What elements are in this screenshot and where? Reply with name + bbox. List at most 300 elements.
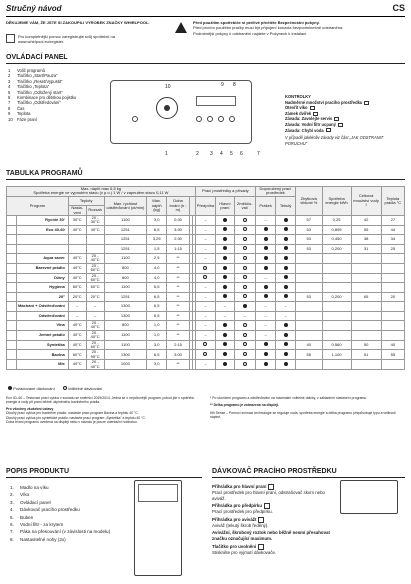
page-title: Stručný návod [6, 4, 62, 13]
cell-pw: – [255, 273, 276, 283]
required-dot-icon [223, 352, 227, 356]
cell-en [322, 302, 351, 311]
cell-p [195, 263, 215, 273]
col-nast: Nasta-vení [68, 206, 86, 216]
cell-p: – [195, 311, 215, 320]
cell-s: 800 [104, 263, 147, 273]
col-rec: Doporučený prací prostředek [255, 187, 295, 197]
water-tap-icon [326, 128, 331, 132]
cell-wa [351, 311, 381, 320]
indicator-item: Závada: Zavolejte servis [285, 116, 405, 122]
detergent-icon [364, 101, 369, 105]
cell-l: 1,5 [147, 244, 167, 253]
panel-item: 10 Fáze praní [8, 116, 38, 122]
cell-hm [295, 254, 322, 264]
cell-wa: 55 [351, 225, 381, 234]
cell-lq [276, 254, 295, 264]
spin-button[interactable] [218, 116, 224, 122]
optional-dot-icon [203, 266, 207, 270]
program-name: Barevné prádlo [17, 263, 69, 273]
program-name [17, 235, 69, 244]
col-tmax: Teplota prádla °C [381, 187, 404, 216]
optional-dot-icon [243, 285, 247, 289]
control-panel-diagram [110, 80, 252, 144]
cell-s: 800 [104, 321, 147, 331]
program-icon [7, 225, 17, 234]
required-dot-icon [284, 285, 288, 289]
programs-heading: TABULKA PROGRAMŮ [6, 170, 83, 177]
cell-d: ** [167, 311, 190, 320]
cell-m [216, 340, 235, 350]
cell-hm: 57 [295, 216, 322, 226]
cell-lq [276, 330, 295, 340]
required-dot-icon [264, 285, 268, 289]
program-name: Jemné prádlo [17, 330, 69, 340]
cell-so [234, 340, 255, 350]
cell-d: ** [167, 302, 190, 311]
cell-so [234, 330, 255, 340]
callout-1: 1 [165, 151, 168, 157]
required-dot-icon [223, 362, 227, 366]
cell-so [234, 360, 255, 370]
cell-l: 1,0 [147, 330, 167, 340]
program-name: Syntetika [17, 340, 69, 350]
cell-en [322, 330, 351, 340]
cell-wa [351, 302, 381, 311]
required-dot-icon [223, 294, 227, 298]
cell-lq [276, 244, 295, 253]
cell-l: 4,0 [147, 263, 167, 273]
cell-p: – [195, 225, 215, 234]
note-6th-sense: 6th Sense – Pomocí snímací technologie se reguluje voda, spotřeba energie a délka programu přizpůsobuje typu a velikosti náplně. [210, 410, 396, 420]
cell-so [234, 254, 255, 264]
table-row [7, 321, 405, 331]
dispenser-heading: DÁVKOVAČ PRACÍHO PROSTŘEDKU [212, 468, 337, 475]
cell-en: 0,895 [322, 225, 351, 234]
cell-pw [255, 292, 276, 301]
cell-tm: 27 [381, 216, 404, 226]
required-dot-icon [223, 323, 227, 327]
cell-hm: 40 [295, 340, 322, 350]
cell-l: 3,0 [147, 340, 167, 350]
cell-en: 1,100 [322, 350, 351, 360]
cell-wa: 65 [351, 292, 381, 301]
program-icon [7, 340, 17, 350]
col-liquid: Tekutý [276, 196, 295, 215]
cell-s: 1100 [104, 340, 147, 350]
safety-block [175, 20, 405, 36]
cell-wa [351, 283, 381, 292]
cell-so [234, 350, 255, 360]
col-moist: Zbytková vlhkost % [295, 187, 322, 216]
dispenser-item: Přihrádka pro avivážt Aviváž (tekutý škrob ředěný). [212, 516, 269, 528]
cell-lq: – [276, 311, 295, 320]
cell-pw [255, 263, 276, 273]
callout-5: 5 [230, 151, 233, 157]
cell-m [216, 283, 235, 292]
optional-dot-icon [243, 352, 247, 356]
cell-r: 20 - 95°C [86, 350, 104, 360]
lid-shape [138, 484, 178, 502]
cell-s: 1300 [104, 302, 147, 311]
table-row [7, 360, 405, 370]
cell-pw: – [255, 330, 276, 340]
panel-item: 3 Tlačítko „Reset/Vypustit“ [8, 78, 63, 84]
optional-dot-icon [63, 386, 67, 390]
cell-p [195, 273, 215, 283]
cell-d: ** [167, 330, 190, 340]
cell-wa: 31 [351, 244, 381, 253]
cell-tm [381, 302, 404, 311]
cell-en [322, 273, 351, 283]
indicator-list [285, 94, 405, 146]
cell-t: 60°C [68, 350, 86, 360]
warning-icon [175, 22, 187, 33]
program-icon [7, 360, 17, 370]
note-eco: Eco 40–60 – Testovací prací cyklus v souladu se směrnicí 2019/2014. Jedná se o nejúčinnější program, pokud jde o spotřebu energie a vody při praní běžně ušpiněného bavlněného prádla. [6, 396, 195, 405]
note-heading: Pro všechny zkušební ústavy [6, 406, 54, 411]
program-name [17, 244, 69, 253]
col-powder: Prášek [255, 196, 276, 215]
cell-pw: – [255, 302, 276, 311]
program-name: 20° [17, 292, 69, 301]
product-item: 8. Nastavitelné nohy (2x) [10, 536, 66, 542]
indicator-item: Otevřít víko [285, 105, 405, 111]
table-row [7, 330, 405, 340]
col-soft: Změkčo-vač [234, 196, 255, 215]
cell-lq [276, 225, 295, 234]
reset-drain-button[interactable] [132, 116, 138, 122]
cell-m [216, 350, 235, 360]
cell-r: – [86, 311, 104, 320]
cell-m [216, 273, 235, 283]
cell-tm [381, 360, 404, 370]
cell-wa [351, 360, 381, 370]
cell-l: 3,0 [147, 360, 167, 370]
cell-l: 6,5 [147, 225, 167, 234]
cell-en [322, 360, 351, 370]
cell-d: ** [167, 273, 190, 283]
required-dot-icon [284, 294, 288, 298]
cell-tm [381, 273, 404, 283]
cell-lq [276, 321, 295, 331]
cell-hm [295, 302, 322, 311]
required-dot-icon [223, 256, 227, 260]
cell-pw: – [255, 321, 276, 331]
cell-l: 1,0 [147, 321, 167, 331]
cell-tm: 34 [381, 235, 404, 244]
cell-t: 40°C [68, 254, 86, 264]
cell-l: 6,5 [147, 350, 167, 360]
thanks-text: DĚKUJEME VÁM, ŽE JSTE SI ZAKOUPILI VÝROBEK ZNAČKY WHIRLPOOL. [6, 20, 150, 25]
cell-pw: – [255, 216, 276, 226]
optional-dot-icon [243, 294, 247, 298]
cell-en: 0,450 [322, 235, 351, 244]
cell-d: 3:30 [167, 225, 190, 234]
language-code: CS [392, 3, 405, 13]
required-dot-icon [284, 362, 288, 366]
program-name: Mix [17, 360, 69, 370]
product-divider [6, 477, 202, 478]
start-pause-button[interactable] [229, 116, 235, 122]
table-row [7, 244, 405, 253]
cell-so [234, 263, 255, 273]
register-block [6, 34, 156, 44]
required-dot-icon [264, 266, 268, 270]
program-icon [7, 292, 17, 301]
cell-tm: 55 [381, 350, 404, 360]
cell-pw [255, 254, 276, 264]
cell-wa [351, 254, 381, 264]
cell-tm [381, 321, 404, 331]
required-dot-icon [264, 256, 268, 260]
cell-l: 2,5 [147, 254, 167, 264]
optional-dot-icon [203, 275, 207, 279]
cell-en [322, 254, 351, 264]
optional-dot-icon [243, 266, 247, 270]
table-row [7, 235, 405, 244]
col-main: Hlavní praní [216, 196, 235, 215]
cell-so [234, 292, 255, 301]
cell-r [86, 235, 104, 244]
cell-s: 1300 [104, 311, 147, 320]
cell-lq [276, 273, 295, 283]
cell-r: 20 - 40°C [86, 321, 104, 331]
required-dot-icon [264, 246, 268, 250]
table-row [7, 292, 405, 301]
cell-pw [255, 283, 276, 292]
legend-optional: Volitelné dávkování [67, 386, 103, 391]
notes-left [6, 396, 202, 424]
callout-3: 3 [210, 151, 213, 157]
cell-lq: – [276, 302, 295, 311]
cell-lq [276, 263, 295, 273]
cell-m [216, 292, 235, 301]
dispenser-item: Přihrádka pro hlavní praní Prací prostředek pro hlavní praní, odstraňovač skvrn nebo aviváž. [212, 484, 325, 501]
cell-r: 20 - 40°C [86, 254, 104, 264]
required-dot-icon [284, 342, 288, 346]
cell-en: 0,200 [322, 244, 351, 253]
cell-wa [351, 321, 381, 331]
dispenser-item: Tlačítko pro uvolnění Stiskněte pro vyjmutí dávkovače. [212, 543, 277, 555]
cell-l: 6,5 [147, 292, 167, 301]
cell-p: – [195, 235, 215, 244]
cell-en [322, 263, 351, 273]
product-item: 4. Dávkovač pracího prostředku [10, 507, 80, 513]
cell-t [68, 244, 86, 253]
cell-t: 40°C [68, 360, 86, 370]
cell-t: 60°C [68, 283, 86, 292]
cell-r: 20 - 60°C [86, 340, 104, 350]
callout-7: 7 [257, 151, 260, 157]
cell-lq [276, 360, 295, 370]
note-duration: Doba trvání programu uvedená na displeji nebo v návodu je pouze orientační hodnotou. [6, 420, 138, 425]
program-icon [7, 273, 17, 283]
cell-d: ** [167, 321, 190, 331]
knob-center [164, 105, 170, 111]
program-icon [7, 350, 17, 360]
table-row [7, 225, 405, 234]
cell-d: ** [167, 292, 190, 301]
cell-p: – [195, 283, 215, 292]
cell-l: 5,5 [147, 283, 167, 292]
cell-en [322, 311, 351, 320]
cell-hm [295, 263, 322, 273]
cell-m [216, 330, 235, 340]
cell-l: 4,0 [147, 273, 167, 283]
callout-6: 6 [240, 151, 243, 157]
cell-r: 20°C [86, 292, 104, 301]
cell-lq [276, 216, 295, 226]
notes-right [210, 396, 405, 420]
cell-wa: 50 [351, 340, 381, 350]
product-list [10, 484, 110, 543]
cell-m [216, 254, 235, 264]
program-icon [7, 311, 17, 320]
cell-so [234, 225, 255, 234]
required-dot-icon [284, 323, 288, 327]
cell-p [195, 340, 215, 350]
optional-dot-icon [243, 237, 247, 241]
dispenser-list [212, 484, 337, 555]
program-icon [7, 244, 17, 253]
cell-l: 3,25 [147, 235, 167, 244]
product-item: 1. Madlo na víku [10, 485, 49, 490]
panel-item: 4 Tlačítko „Teplota“ [8, 84, 50, 90]
col-load: Max. náplň (kg) [147, 196, 167, 215]
cell-so [234, 244, 255, 253]
required-dot-icon [223, 275, 227, 279]
cell-d: 2:15 [167, 340, 190, 350]
washer-illustration [134, 480, 182, 576]
callout-4: 4 [220, 151, 223, 157]
cell-s: 1000 [104, 360, 147, 370]
cell-wa: 42 [351, 216, 381, 226]
program-icon [7, 235, 17, 244]
cell-r: 20 - 60°C [86, 273, 104, 283]
qr-icon [6, 34, 15, 43]
note-synthetic: Dlouhý prací cyklus pro syntetické prádlo: nastavte prací program „Syntetika“ a teplotu 40 °C. [6, 415, 146, 420]
panel-item: 6 Kombinace pro dětskou pojistku [8, 95, 77, 101]
cell-pw [255, 360, 276, 370]
cell-en: 0,560 [322, 340, 351, 350]
panel-item: 8 Čas [8, 105, 25, 111]
cell-t: 40°C [68, 263, 86, 273]
required-dot-icon [284, 333, 288, 337]
cell-so [234, 283, 255, 292]
cell-so [234, 216, 255, 226]
cell-so [234, 302, 255, 311]
cell-t: 40°C [68, 273, 86, 283]
cell-m: – [216, 311, 235, 320]
program-name: Bavlna [17, 350, 69, 360]
cell-m [216, 235, 235, 244]
table-row [7, 273, 405, 283]
table-row [7, 350, 405, 360]
dispenser-item: Avivážní, škrobový roztok nebo běžně nesmí přesahovat značku označující maximum. [212, 530, 330, 541]
required-dot-icon [284, 266, 288, 270]
optional-dot-icon [243, 256, 247, 260]
lid-icon [310, 106, 315, 110]
cell-s: 1251 [104, 225, 147, 234]
cell-l: 6,5 [147, 302, 167, 311]
cell-m: – [216, 302, 235, 311]
cell-tm [381, 330, 404, 340]
table-row [7, 302, 405, 311]
required-dot-icon [8, 386, 12, 390]
cell-hm: 53 [295, 244, 322, 253]
cell-s: 1100 [104, 330, 147, 340]
required-dot-icon [284, 218, 288, 222]
cell-m [216, 216, 235, 226]
cell-p: – [195, 292, 215, 301]
program-icon [7, 330, 17, 340]
product-item: 3. Ovládací panel [10, 499, 51, 505]
required-dot-icon [223, 342, 227, 346]
cell-tm [381, 254, 404, 264]
programs-divider [6, 179, 405, 180]
callout-10: 10 [165, 84, 171, 90]
cell-d: ** [167, 360, 190, 370]
dispenser-divider [212, 477, 405, 478]
product-item: 7. Páka na přesouvání (v závislosti na modelu) [10, 529, 111, 535]
cell-so: – [234, 311, 255, 320]
note-display: ** Délka programu je zobrazena na displeji. [210, 403, 280, 408]
cell-pw [255, 350, 276, 360]
cell-hm [295, 360, 322, 370]
program-name: Aqua saver [17, 254, 69, 264]
cell-s: 800 [104, 273, 147, 283]
cell-tm [381, 263, 404, 273]
cell-hm [295, 311, 322, 320]
delay-start-button[interactable] [207, 116, 213, 122]
cell-p: – [195, 244, 215, 253]
required-dot-icon [264, 342, 268, 346]
cell-m [216, 360, 235, 370]
required-dot-icon [284, 352, 288, 356]
cell-p: – [195, 302, 215, 311]
cell-hm: 53 [295, 292, 322, 301]
required-dot-icon [264, 237, 268, 241]
program-name: Vlna [17, 321, 69, 331]
cell-pw [255, 340, 276, 350]
cell-hm [295, 330, 322, 340]
dispenser-item: Přihrádka pro předpírku Prací prostředek pro předpírku. [212, 503, 273, 515]
filter-icon [338, 123, 343, 127]
required-dot-icon [284, 246, 288, 250]
cell-pw [255, 244, 276, 253]
cell-tm: 44 [381, 225, 404, 234]
col-temp: Teploty [68, 196, 104, 205]
service-icon [334, 117, 339, 121]
callout-8: 8 [233, 82, 236, 88]
cell-t: – [68, 311, 86, 320]
temperature-button[interactable] [196, 116, 202, 122]
table-row [7, 254, 405, 264]
cell-tm [381, 311, 404, 320]
cell-p: – [195, 360, 215, 370]
panel-item: 7 Tlačítko „Odstředování“ [8, 100, 61, 106]
legend-required: Požadované dávkování [13, 386, 55, 391]
callout-2: 2 [196, 151, 199, 157]
required-dot-icon [264, 227, 268, 231]
product-heading: POPIS PRODUKTU [6, 468, 70, 475]
indicator-heading: KONTROLKY [285, 94, 311, 99]
col-spin: Max. rychlost odstřeďování (ot/min) [104, 196, 147, 215]
cell-lq [276, 340, 295, 350]
cell-s: 1100 [104, 283, 147, 292]
cell-d: ** [167, 283, 190, 292]
